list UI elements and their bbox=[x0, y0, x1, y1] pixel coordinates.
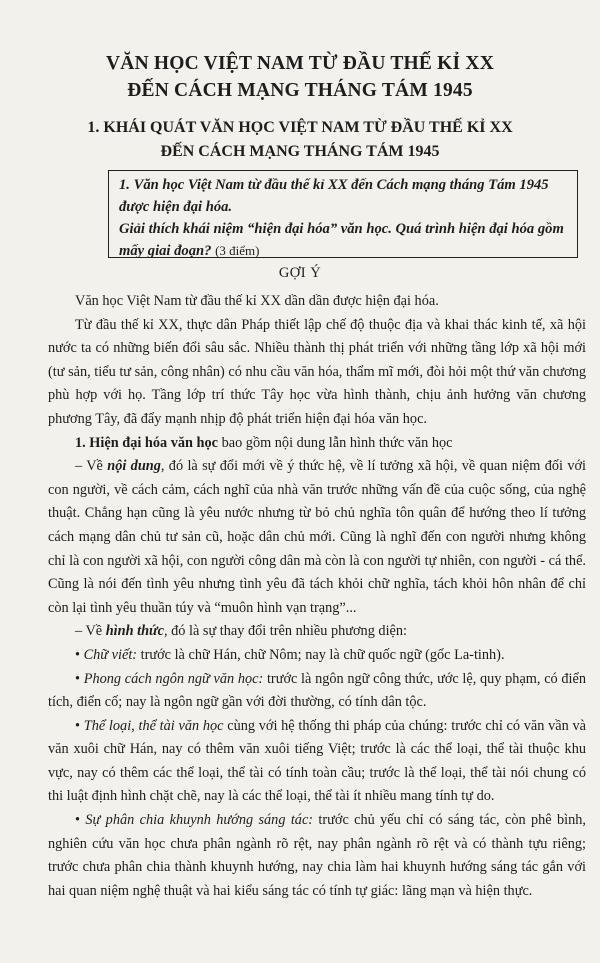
section-title-line-2: ĐẾN CÁCH MẠNG THÁNG TÁM 1945 bbox=[160, 143, 440, 160]
bullet-trend-key: Sự phân chia khuynh hướng sáng tác: bbox=[85, 812, 314, 829]
bullet-icon: • bbox=[75, 646, 81, 663]
bullet-genre-key: Thể loại, thể tài văn học bbox=[83, 717, 224, 734]
form-key: hình thức bbox=[105, 623, 164, 640]
section-title-line-1: 1. KHÁI QUÁT VĂN HỌC VIỆT NAM TỪ ĐẦU THẾ KỈ XX bbox=[87, 119, 513, 136]
bullet-icon: • bbox=[75, 812, 81, 829]
section-title bbox=[0, 116, 600, 164]
question-2-text: Giải thích khái niệm “hiện đại hóa” văn học. Quá trình hiện đại hóa gồm mấy giai đoạn? bbox=[119, 221, 564, 259]
bullet-trend bbox=[48, 809, 586, 903]
question-2 bbox=[119, 218, 569, 262]
bullet-style-key: Phong cách ngôn ngữ văn học: bbox=[83, 670, 264, 687]
answer-body bbox=[48, 290, 586, 903]
content-rest: , đó là sự đổi mới về ý thức hệ, về lí tưởng xã hội, về quan niệm đối với con người, về cách cảm, cách nghĩ của nhà văn trước những vấn đề của cuộc sống, của nghệ thuật. Chẳng hạn cũng là yêu nước nhưng từ bỏ chủ nghĩa tôn quân để hướng theo lí tưởng cách mạng dân chủ tư sản cũ, hoặc dân chủ mới. Cũng là nghĩ đến con người nhưng không chỉ là con người xã hội, con người công dân mà còn là con người tự nhiên, con người - cá thể. Cũng là nói đến tình yêu nhưng tình yêu đã tách khỏi chữ nghĩa, tách khỏi hôn nhân để chỉ còn lại tình yêu thuần túy và “muôn hình vạn trạng”... bbox=[48, 458, 586, 616]
content-key: nội dung bbox=[107, 458, 161, 475]
bullet-icon: • bbox=[75, 717, 81, 734]
heading-1-label: 1. Hiện đại hóa văn học bbox=[75, 434, 218, 451]
paragraph-intro: Văn học Việt Nam từ đầu thế kỉ XX dần dần được hiện đại hóa. bbox=[75, 293, 439, 309]
bullet-icon: • bbox=[75, 670, 81, 687]
question-1: 1. Văn học Việt Nam từ đầu thế kỉ XX đến Cách mạng tháng Tám 1945 được hiện đại hóa. bbox=[119, 177, 549, 215]
question-box bbox=[108, 170, 578, 258]
form-dash: – Về bbox=[75, 623, 106, 640]
bullet-trend-rest: trước chủ yếu chỉ có sáng tác, còn phê bình, nghiên cứu văn học chưa phân ngành rõ rệt, nay phân ngành rõ rệt và có thành tựu riêng; trước chưa phân chia thành khuynh hướng, nay chia làm hai khuynh hướng sáng tác gắn với hai quan niệm nghệ thuật và hai kiểu sáng tác có tính tự giác: lãng mạn và hiện thực. bbox=[48, 812, 586, 899]
paragraph-heading-1 bbox=[48, 432, 586, 456]
bullet-style-rest: trước là ngôn ngữ công thức, ước lệ, quy phạm, có điển tích, điển cố; nay là ngôn ngữ gần với đời thường, có tính dân tộc. bbox=[48, 670, 586, 711]
bullet-style bbox=[48, 668, 586, 715]
question-score: (3 điểm) bbox=[215, 243, 260, 258]
heading-1-rest: bao gồm nội dung lẫn hình thức văn học bbox=[218, 434, 453, 451]
paragraph-content bbox=[48, 455, 586, 620]
chapter-title bbox=[0, 50, 600, 104]
paragraph-context: Từ đầu thế kỉ XX, thực dân Pháp thiết lập chế độ thuộc địa và khai thác kinh tế, xã hội nước ta có những biến đổi sâu sắc. Nhiều thành thị phát triển với những tầng lớp xã hội mới (tư sản, tiểu tư sản, công nhân) có nhu cầu văn hóa, thẩm mĩ mới, đòi hỏi một thứ văn chương phù hợp với họ. Tầng lớp trí thức Tây học vừa hình thành, chịu ảnh hưởng văn chương phương Tây, đã đẩy mạnh nhịp độ phát triển hiện đại hóa văn học. bbox=[48, 316, 586, 427]
bullet-writing bbox=[48, 644, 586, 668]
form-rest: , đó là sự thay đổi trên nhiều phương diện: bbox=[163, 623, 408, 640]
bullet-genre bbox=[48, 715, 586, 809]
bullet-writing-key: Chữ viết: bbox=[83, 646, 138, 663]
bullet-genre-rest: cùng với hệ thống thi pháp của chúng: trước chỉ có văn vần và văn xuôi chữ Hán, nay có thêm văn xuôi tiếng Việt; trước là các thể loại, thể tài thuộc khu vực, nay có thêm các thể loại, thể tài có tính toàn cầu; trước là thể loại, thể tài nói chung có thi luật định hình chặt chẽ, nay là các thể loại, thể tài ít nhiều mang tính tự do. bbox=[48, 717, 586, 805]
chapter-title-line-2: ĐẾN CÁCH MẠNG THÁNG TÁM 1945 bbox=[127, 80, 473, 101]
hint-heading: GỢI Ý bbox=[278, 265, 322, 281]
chapter-title-line-1: VĂN HỌC VIỆT NAM TỪ ĐẦU THẾ KỈ XX bbox=[106, 53, 494, 74]
paragraph-form bbox=[48, 620, 586, 644]
content-dash: – Về bbox=[75, 458, 108, 475]
bullet-writing-rest: trước là chữ Hán, chữ Nôm; nay là chữ quốc ngữ (gốc La-tinh). bbox=[137, 646, 505, 663]
